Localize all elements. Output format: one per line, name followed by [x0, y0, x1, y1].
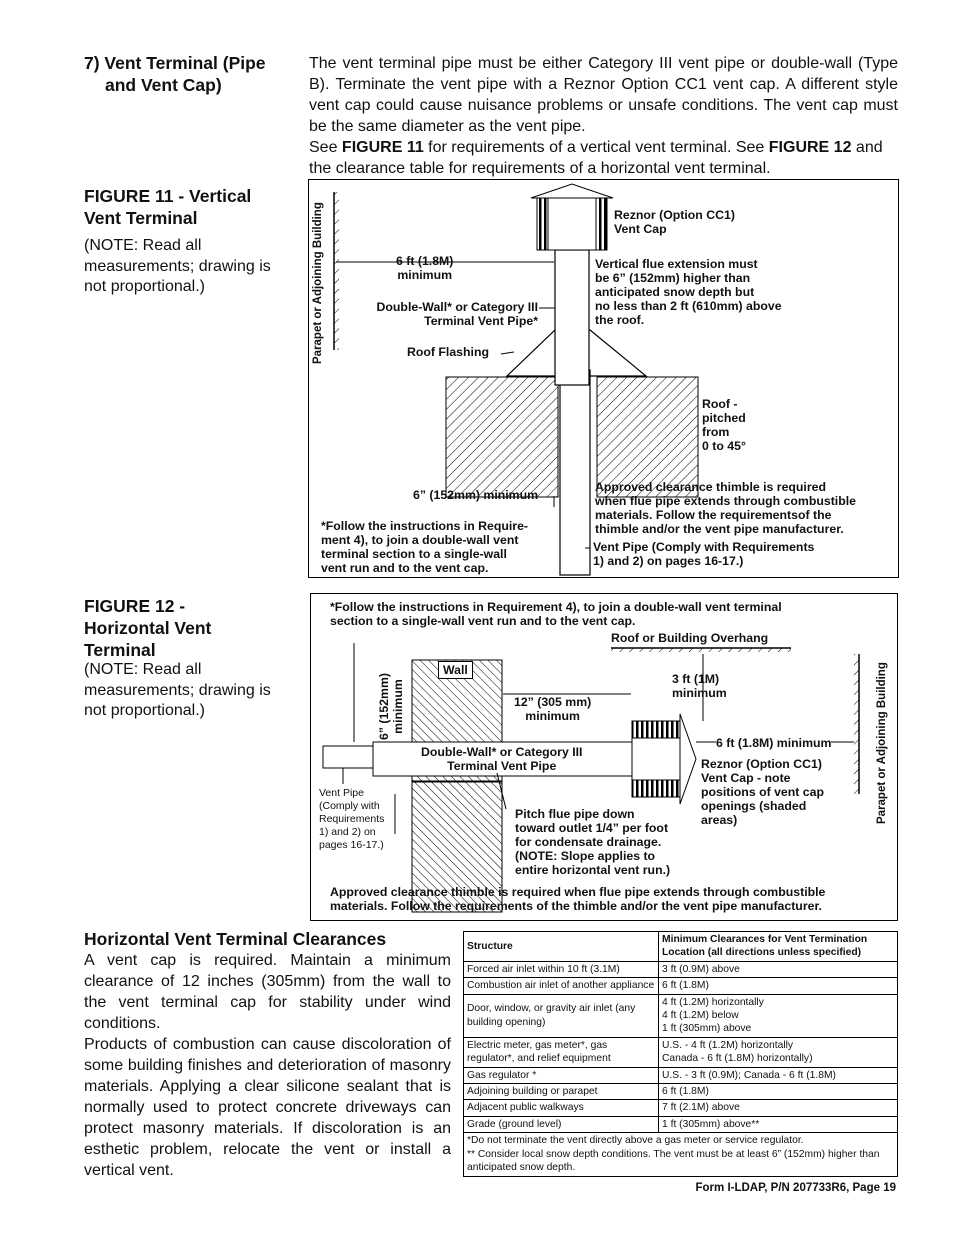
clearances-body [84, 950, 451, 1181]
vent-pipe [323, 746, 373, 768]
roof-flashing-label: Roof Flashing [407, 345, 489, 359]
figure12-diagram [310, 593, 898, 921]
vent-cap-label: Reznor (Option CC1) Vent Cap - note positions of vent cap openings (shaded areas) [701, 757, 824, 827]
table-row: Adjoining building or parapet 6 ft (1.8M) [464, 1084, 898, 1100]
figure12-note: (NOTE: Read all measurements; drawing is not proportional.) [84, 661, 271, 719]
vent-cap-tip [680, 714, 696, 804]
vent-cap-center [548, 198, 596, 250]
leader-flashing [501, 352, 514, 354]
overhang-label: Roof or Building Overhang [611, 631, 769, 645]
section-heading: 7) Vent Terminal (Pipe and Vent Cap) [84, 53, 266, 95]
pitch-label: Pitch flue pipe down toward outlet 1/4” per foot for condensate drainage. (NOTE: Slope applies to entire horizontal vent run.) [515, 807, 671, 877]
six-ft-label: 6 ft (1.8M) minimum [396, 254, 454, 282]
table-row: Adjacent public walkways 7 ft (2.1M) above [464, 1100, 898, 1116]
page-footer: Form I-LDAP, P/N 207733R6, Page 19 [695, 1182, 896, 1194]
follow-note: *Follow the instructions in Requirement 4), to join a double-wall vent terminal section to a single-wall vent run and to the vent cap. [330, 600, 782, 628]
figure11-diagram [308, 179, 899, 578]
follow-note: *Follow the instructions in Require- ment 4), to join a double-wall vent terminal section to a single-wall vent run and to the vent cap. [321, 519, 529, 575]
table-row: Forced air inlet within 10 ft (3.1M) 3 ft (0.9M) above [464, 961, 898, 977]
vertical-ext-label: Vertical flue extension must be 6” (152mm) higher than anticipated snow depth but no less than 2 ft (610mm) above the roof. [595, 257, 782, 327]
six-in-label: 6” (152mm) minimum [413, 488, 539, 502]
roof-left [446, 377, 558, 497]
double-wall-label: Double-Wall* or Category III Terminal Vent Pipe [421, 745, 583, 773]
terminal-pipe [555, 250, 589, 385]
figure11-title: FIGURE 11 - Vertical Vent Terminal [84, 186, 252, 228]
parapet-label: Parapet or Adjoining Building [312, 202, 324, 364]
vent-pipe-label: Vent Pipe (Comply with Requirements 1) and 2) on pages 16-17.) [593, 540, 815, 568]
double-wall-label: Double-Wall* or Category III Terminal Vent Pipe* [376, 300, 538, 328]
roof-pitch-label: Roof - pitched from 0 to 45° [702, 397, 746, 453]
clearances-para1: A vent cap is required. Maintain a minimum clearance of 12 inches (305mm) from the wall to the vent terminal cap for stability under wind conditions. [84, 952, 451, 1032]
clearances-heading: Horizontal Vent Terminal Clearances [84, 929, 387, 949]
table-footnote-row [464, 1133, 898, 1176]
figure11-note: (NOTE: Read all measurements; drawing is not proportional.) [84, 237, 271, 295]
table-row: Electric meter, gas meter*, gas regulator*, and relief equipment U.S. - 4 ft (1.2M) horizontally Canada - 6 ft (1.8M) horizontally) [464, 1037, 898, 1067]
six-ft-label: 6 ft (1.8M) minimum [716, 736, 832, 750]
footnote-2: ** Consider local snow depth conditions. The vent must be at least 6” (152mm) higher than anticipated snow depth. [467, 1148, 880, 1174]
vent-pipe-label: Vent Pipe (Comply with Requirements 1) and 2) on pages 16-17.) [319, 787, 385, 851]
roof-right [597, 377, 698, 497]
wall-label: Wall [438, 661, 473, 679]
vent-cap-center [632, 738, 680, 780]
clearances-para2: Products of combustion can cause discoloration of some building finishes and deterioration of masonry materials. Applying a clear silicone sealant that is normally used to protect concrete driveways can protect masonry materials. If discoloration is an esthetic problem, relocate the vent or install a vertical vent. [84, 1036, 451, 1179]
thimble-label: Approved clearance thimble is required when flue pipe extends through combustible materials. Follow the requirementsof the thimble and/or the vent pipe manufacturer. [595, 480, 856, 536]
overhang-hatch [611, 648, 791, 652]
table-row: Combustion air inlet of another appliance 6 ft (1.8M) [464, 978, 898, 994]
table-row: Door, window, or gravity air inlet (any building opening) 4 ft (1.2M) horizontally 4 ft (1.2M) below 1 ft (305mm) above [464, 994, 898, 1037]
clearance-table [463, 931, 898, 1177]
vent-cap-top [531, 184, 613, 198]
three-ft-label: 3 ft (1M) minimum [672, 672, 727, 700]
parapet-label: Parapet or Adjoining Building [876, 662, 888, 824]
vent-pipe [560, 370, 590, 575]
figure12-title: FIGURE 12 - Horizontal Vent Terminal [84, 596, 212, 660]
twelve-in-label: 12” (305 mm) minimum [514, 695, 592, 723]
vent-cap-label: Reznor (Option CC1) Vent Cap [614, 208, 735, 236]
table-row: Grade (ground level) 1 ft (305mm) above** [464, 1116, 898, 1132]
six-in-label: 6” (152mm) minimum [377, 673, 405, 740]
section7-para1: The vent terminal pipe must be either Category III vent pipe or double-wall (Type B). Terminate the vent pipe with a Reznor Option CC1 vent cap. A different style vent cap could cause nuisance problems or unsafe conditions. The vent cap must be the same diameter as the vent pipe. [309, 55, 898, 135]
section7-para2: See FIGURE 11 for requirements of a vertical vent terminal. See FIGURE 12 and the clearance table for requirements of a horizontal vent terminal. [309, 139, 883, 177]
parapet-hatch [854, 654, 859, 794]
table-row: Gas regulator * U.S. - 3 ft (0.9M); Canada - 6 ft (1.8M) [464, 1067, 898, 1083]
table-header-row [464, 932, 898, 962]
thimble-label: Approved clearance thimble is required when flue pipe extends through combustible materials. Follow the requirements of the thimble and/or the vent pipe manufacturer. [330, 885, 826, 913]
section7-body [309, 53, 898, 179]
header-clearance: Minimum Clearances for Vent Termination Location (all directions unless specified) [659, 932, 898, 962]
parapet-hatch [334, 192, 339, 350]
header-structure: Structure [464, 932, 659, 962]
footnote-1: *Do not terminate the vent directly above a gas meter or service regulator. [467, 1135, 804, 1147]
